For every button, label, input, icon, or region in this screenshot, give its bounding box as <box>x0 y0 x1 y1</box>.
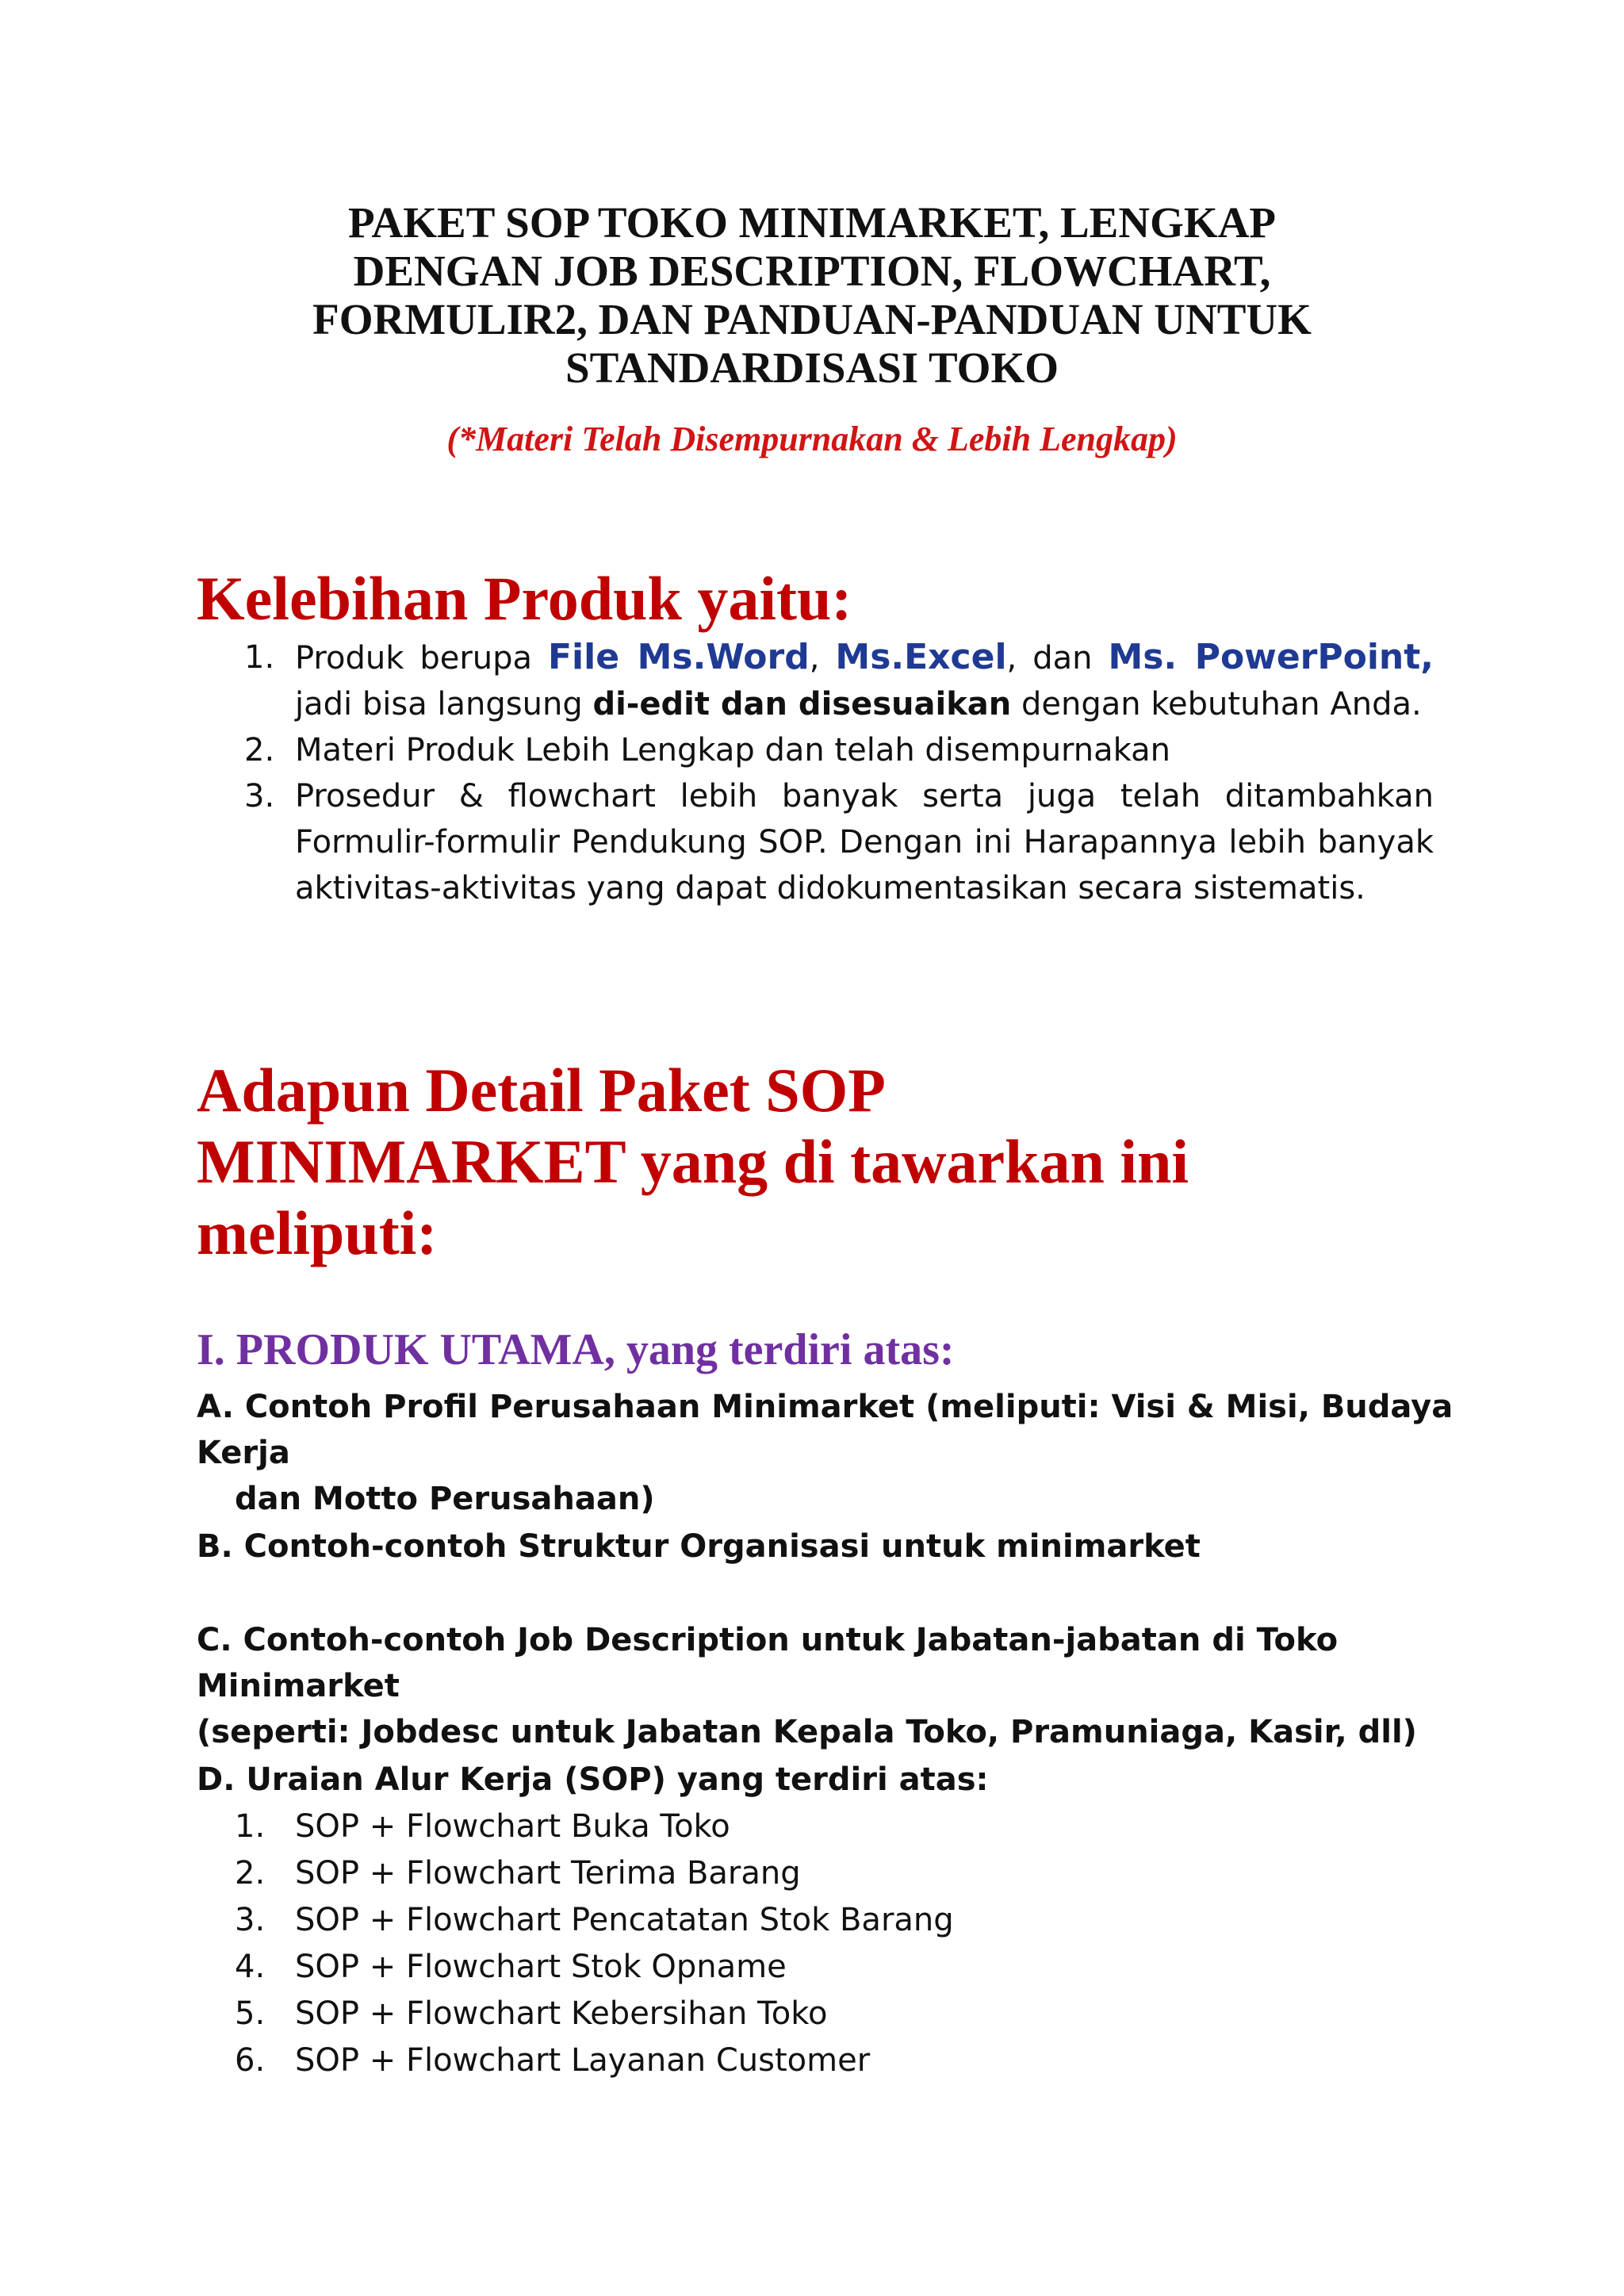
list-text: SOP + Flowchart Layanan Customer <box>295 2042 871 2079</box>
list-text: SOP + Flowchart Stok Opname <box>295 1949 787 1985</box>
advantages-heading: Kelebihan Produk yaitu: <box>197 564 852 633</box>
list-item <box>197 773 1434 911</box>
item-c <box>197 1617 1465 1755</box>
excel-text: Ms.Excel <box>835 637 1007 677</box>
list-item <box>197 1944 954 1991</box>
list-text: SOP + Flowchart Pencatatan Stok Barang <box>295 1902 954 1938</box>
list-text: SOP + Flowchart Buka Toko <box>295 1808 730 1845</box>
list-number: 1. <box>235 1808 266 1845</box>
list-number: 6. <box>235 2042 266 2079</box>
text-segment: , dan <box>1006 640 1109 677</box>
sop-list <box>197 1803 954 2084</box>
item-line: C. Contoh-contoh Job Description untuk Jabatan-jabatan di Toko Minimarket <box>197 1622 1339 1704</box>
advantages-list <box>197 634 1434 911</box>
document-subtitle: (*Materi Telah Disempurnakan & Lebih Lengkap) <box>446 420 1178 458</box>
file-word-text: File Ms.Word <box>548 637 810 677</box>
list-text <box>295 634 1434 727</box>
list-text: Prosedur & flowchart lebih banyak serta juga telah ditambahkan Formulir-formulir Pendukung SOP. Dengan ini Harapannya lebih banyak aktivitas-aktivitas yang dapat didokumentasikan secara sistematis. <box>295 778 1434 907</box>
list-item <box>197 1803 954 1850</box>
list-text: SOP + Flowchart Terima Barang <box>295 1855 801 1892</box>
heading-line: Adapun Detail Paket SOP <box>197 1056 886 1125</box>
heading-line: meliputi: <box>197 1198 438 1267</box>
list-number: 4. <box>235 1949 266 1985</box>
item-b: B. Contoh-contoh Struktur Organisasi untuk minimarket <box>197 1528 1201 1565</box>
item-line: (seperti: Jobdesc untuk Jabatan Kepala Toko, Pramuniaga, Kasir, dll) <box>197 1714 1417 1750</box>
document-title <box>0 198 1624 392</box>
text-segment: , <box>809 640 836 677</box>
heading-line: MINIMARKET yang di tawarkan ini <box>197 1127 1189 1196</box>
title-line: STANDARDISASI TOKO <box>565 343 1059 392</box>
list-number: 3. <box>235 1902 266 1938</box>
title-line: PAKET SOP TOKO MINIMARKET, LENGKAP <box>348 198 1276 247</box>
text-segment: dengan kebutuhan Anda. <box>1011 686 1422 723</box>
edit-text: di-edit dan disesuaikan <box>592 686 1012 723</box>
list-item <box>197 1850 954 1897</box>
text-segment: jadi bisa langsung <box>295 686 593 723</box>
section-heading: I. PRODUK UTAMA, yang terdiri atas: <box>197 1325 955 1374</box>
powerpoint-text: Ms. PowerPoint, <box>1108 637 1434 677</box>
list-item <box>197 1897 954 1944</box>
list-number: 1. <box>244 639 275 676</box>
list-number: 2. <box>235 1855 266 1892</box>
list-number: 5. <box>235 1995 266 2032</box>
detail-heading <box>197 1055 1189 1269</box>
list-number: 3. <box>244 778 275 815</box>
title-line: FORMULIR2, DAN PANDUAN-PANDUAN UNTUK <box>312 295 1312 343</box>
item-line: dan Motto Perusahaan) <box>235 1481 655 1517</box>
list-number: 2. <box>244 732 275 769</box>
text-segment: Produk berupa <box>295 640 548 677</box>
list-text: Materi Produk Lebih Lengkap dan telah disempurnakan <box>295 732 1170 769</box>
item-line: A. Contoh Profil Perusahaan Minimarket (meliputi: Visi & Misi, Budaya Kerja <box>197 1389 1454 1471</box>
title-line: DENGAN JOB DESCRIPTION, FLOWCHART, <box>353 247 1271 295</box>
item-d: D. Uraian Alur Kerja (SOP) yang terdiri atas: <box>197 1761 989 1798</box>
list-item <box>197 1991 954 2037</box>
list-text: SOP + Flowchart Kebersihan Toko <box>295 1995 828 2032</box>
list-item <box>197 2037 954 2084</box>
list-item <box>197 634 1434 727</box>
list-item <box>197 727 1434 773</box>
item-a <box>197 1384 1465 1522</box>
